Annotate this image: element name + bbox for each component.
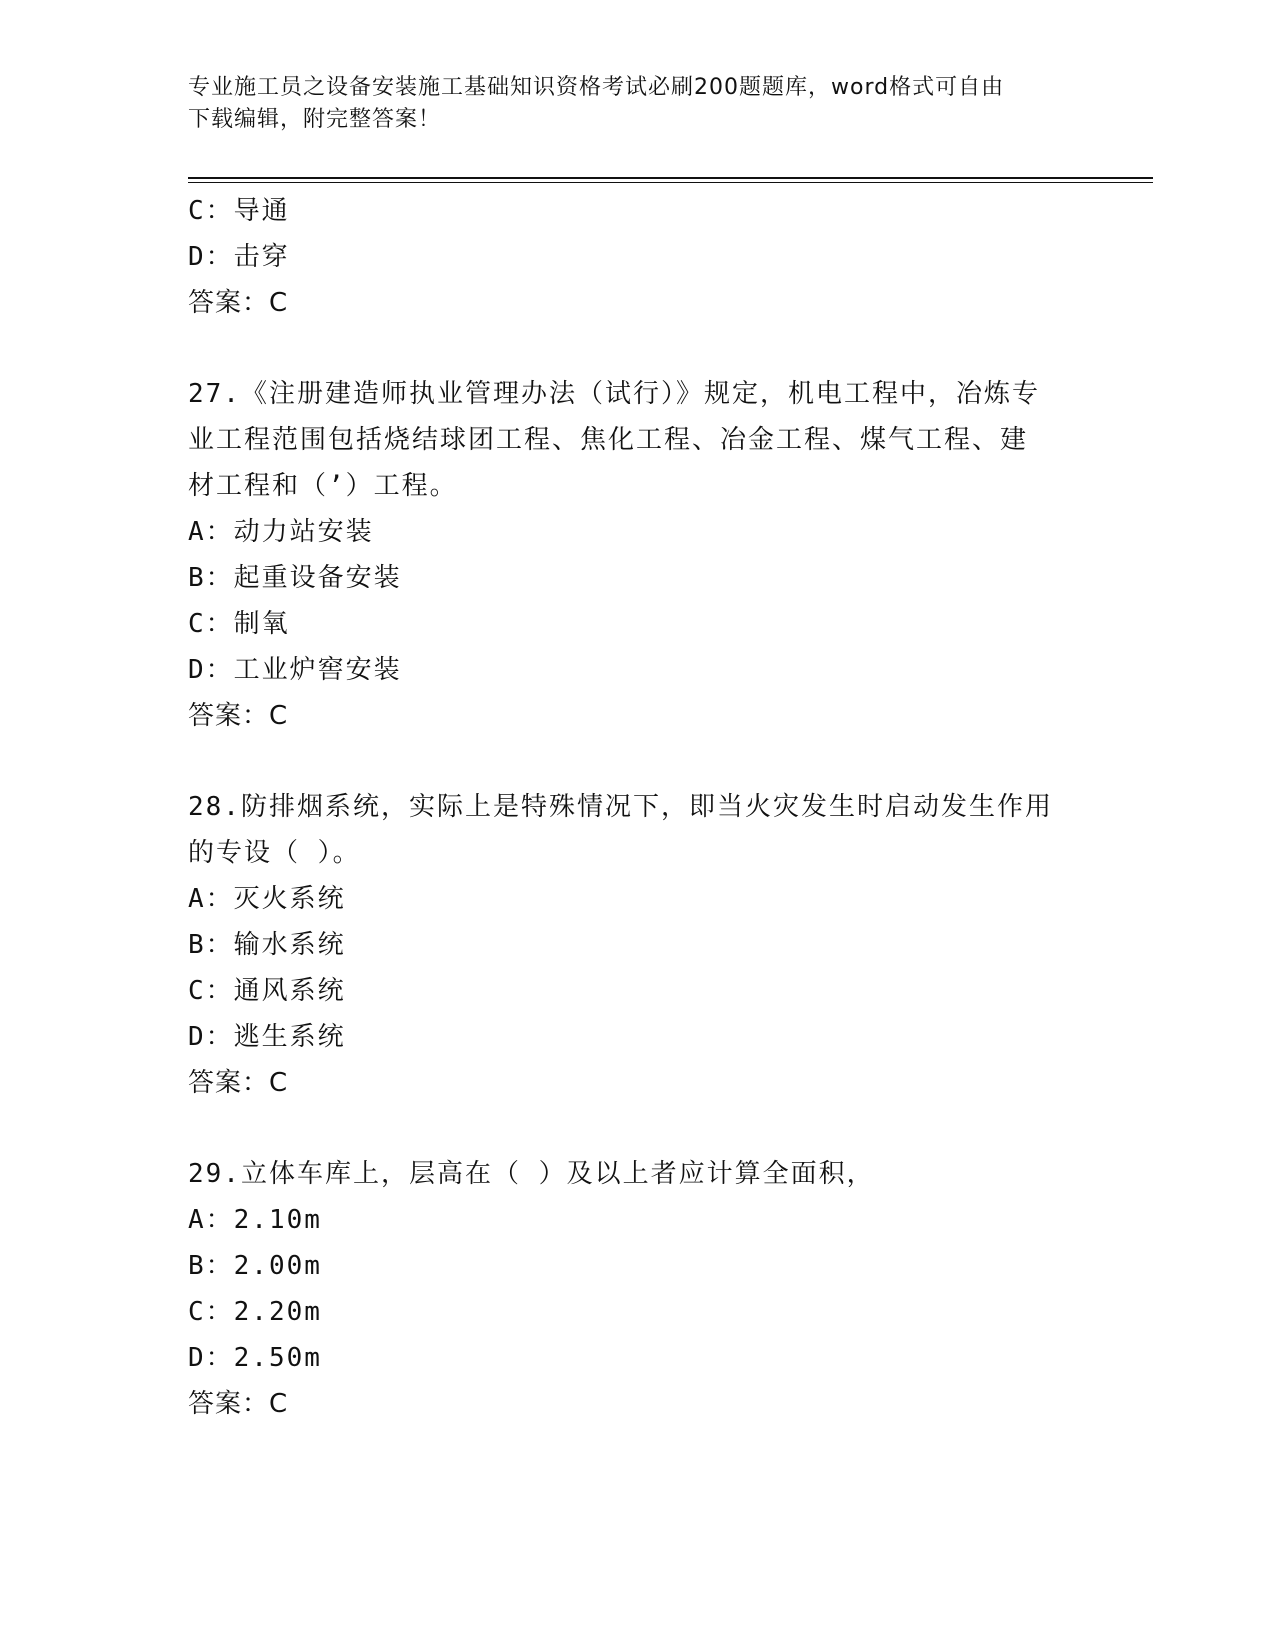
option-d: D：击穿: [188, 242, 290, 272]
option-c: C：2.20m: [188, 1297, 322, 1327]
option-d: D：工业炉窖安装: [188, 655, 402, 685]
answer: 答案：C: [188, 1068, 289, 1098]
question-28: [188, 784, 1088, 1106]
spacer: [188, 1106, 1088, 1151]
option-c: C：导通: [188, 196, 290, 226]
header-divider-thin: [188, 182, 1153, 183]
header-divider-thick: [188, 177, 1153, 179]
question-26-continued: [188, 188, 1088, 326]
option-d: D：逃生系统: [188, 1022, 346, 1052]
document-body: [188, 188, 1088, 1427]
question-text-line: 材工程和（’）工程。: [188, 471, 458, 501]
option-a: A：动力站安装: [188, 517, 374, 547]
answer: 答案：C: [188, 701, 289, 731]
option-b: B：输水系统: [188, 930, 346, 960]
option-b: B：2.00m: [188, 1251, 322, 1281]
question-text-line: 28.防排烟系统，实际上是特殊情况下，即当火灾发生时启动发生作用: [188, 792, 1053, 822]
spacer: [188, 739, 1088, 784]
question-text-line: 27.《注册建造师执业管理办法（试行）》规定，机电工程中，冶炼专: [188, 379, 1040, 409]
option-c: C：通风系统: [188, 976, 346, 1006]
question-text-line: 29.立体车库上，层高在（ ）及以上者应计算全面积，: [188, 1159, 875, 1189]
question-text-line: 的专设（ ）。: [188, 838, 361, 868]
question-29: [188, 1151, 1088, 1427]
document-header: [188, 72, 1088, 136]
option-a: A：2.10m: [188, 1205, 322, 1235]
option-c: C：制氧: [188, 609, 290, 639]
header-line-2: 下载编辑，附完整答案！: [188, 107, 442, 132]
header-line-1: 专业施工员之设备安装施工基础知识资格考试必刷200题题库，word格式可自由: [188, 75, 1005, 100]
answer: 答案：C: [188, 1389, 289, 1419]
question-text-line: 业工程范围包括烧结球团工程、焦化工程、冶金工程、煤气工程、建: [188, 425, 1029, 455]
answer: 答案：C: [188, 288, 289, 318]
spacer: [188, 326, 1088, 371]
option-d: D：2.50m: [188, 1343, 322, 1373]
question-27: [188, 371, 1088, 739]
option-a: A：灭火系统: [188, 884, 346, 914]
option-b: B：起重设备安装: [188, 563, 402, 593]
